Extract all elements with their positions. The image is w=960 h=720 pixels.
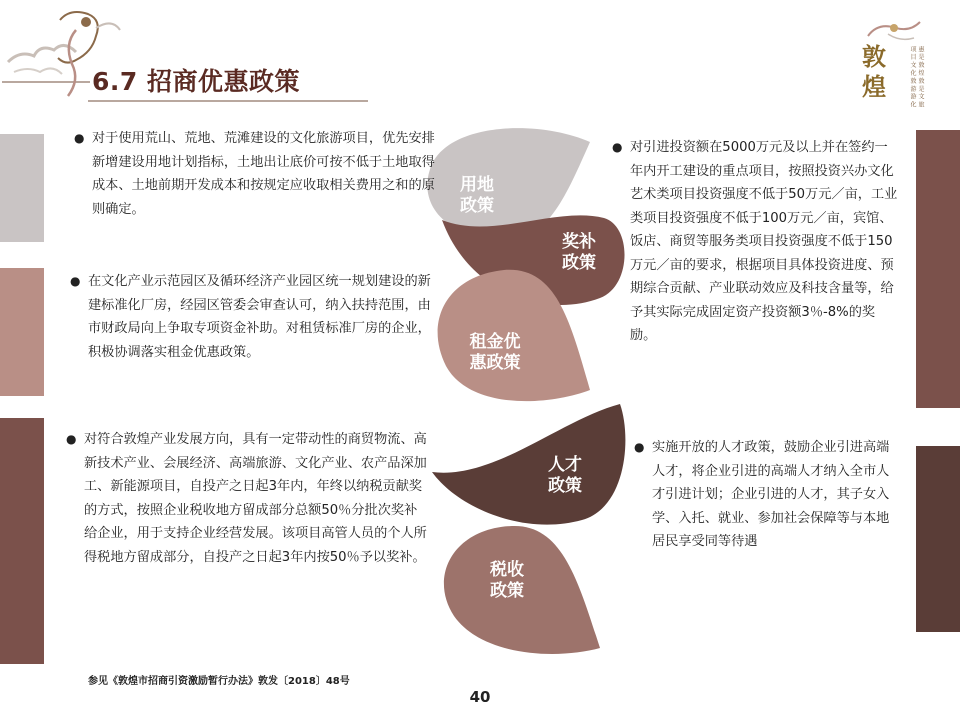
tax-policy-text: 对符合敦煌产业发展方向，具有一定带动性的商贸物流、高新技术产业、会展经济、高端旅游、文化产业、农产品深加工、新能源项目，自投产之日起3年内，年终以纳税贡献奖的方式，按照企业税收地方留成部分总额50％分批次奖补给企业，用于支持企业经营发展。该项目高管人员的个人所得税地方留成部分，自投产之日起3年内按50％予以奖补。	[84, 432, 427, 565]
rent-policy-paragraph	[70, 270, 440, 364]
bullet-icon: ●	[634, 440, 645, 454]
petal-rent-label	[452, 332, 538, 374]
petal-land-text: 用地 政策	[460, 175, 494, 216]
talent-policy-paragraph	[634, 436, 902, 554]
bullet-icon: ●	[74, 131, 85, 145]
page-title: 6.7 招商优惠政策	[92, 67, 300, 96]
petal-reward-text: 奖补 政策	[562, 232, 596, 273]
bullet-icon: ●	[66, 432, 77, 446]
petal-tax-label	[470, 560, 544, 602]
tax-policy-paragraph	[66, 428, 430, 569]
logo-sub-text: 惠 是 敦 煌 敦 是 文 旅 项 目 文 化 敦 游 游 化	[909, 46, 924, 108]
petal-talent-label	[528, 455, 602, 497]
land-policy-paragraph	[74, 127, 442, 221]
petal-land-label	[440, 175, 514, 217]
logo-main-text: 敦煌	[862, 42, 886, 101]
petal-reward-label	[542, 232, 616, 274]
reward-policy-text: 对引进投资额在5000万元及以上并在签约一年内开工建设的重点项目，按照投资兴办文化艺术类项目投资强度不低于50万元／亩，工业类项目投资强度不低于100万元／亩，宾馆、饭店、商贸等服务类项目投资强度不低于150万元／亩的要求，根据项目具体投资进度、预期综合贡献、产业联动效应及科技含量等，给予其实际完成固定资产投资额3％-8%的奖励。	[630, 140, 898, 343]
petal-talent-text: 人才 政策	[548, 455, 582, 496]
bullet-icon: ●	[70, 274, 81, 288]
talent-policy-text: 实施开放的人才政策，鼓励企业引进高端人才，将企业引进的高端人才纳入全市人才引进计划；企业引进的人才，其子女入学、入托、就业、参加社会保障等与本地居民享受同等待遇	[652, 440, 890, 549]
page-number: 40	[469, 688, 491, 706]
footnote: 参见《敦煌市招商引资激励暂行办法》敦发〔2018〕48号	[88, 676, 350, 687]
petal-rent-text: 租金优 惠政策	[469, 332, 521, 373]
reward-policy-paragraph	[612, 136, 900, 348]
land-policy-text: 对于使用荒山、荒地、荒滩建设的文化旅游项目，优先安排新增建设用地计划指标，土地出让底价可按不低于土地取得成本、土地前期开发成本和按规定应收取相关费用之和的原则确定。	[92, 131, 435, 217]
petal-tax-text: 税收 政策	[490, 560, 524, 601]
bullet-icon: ●	[612, 140, 623, 154]
rent-policy-text: 在文化产业示范园区及循环经济产业园区统一规划建设的新建标准化厂房，经园区管委会审查认可，纳入扶持范围，由市财政局向上争取专项资金补助。对租赁标准厂房的企业，积极协调落实租金优惠政策。	[88, 274, 431, 360]
